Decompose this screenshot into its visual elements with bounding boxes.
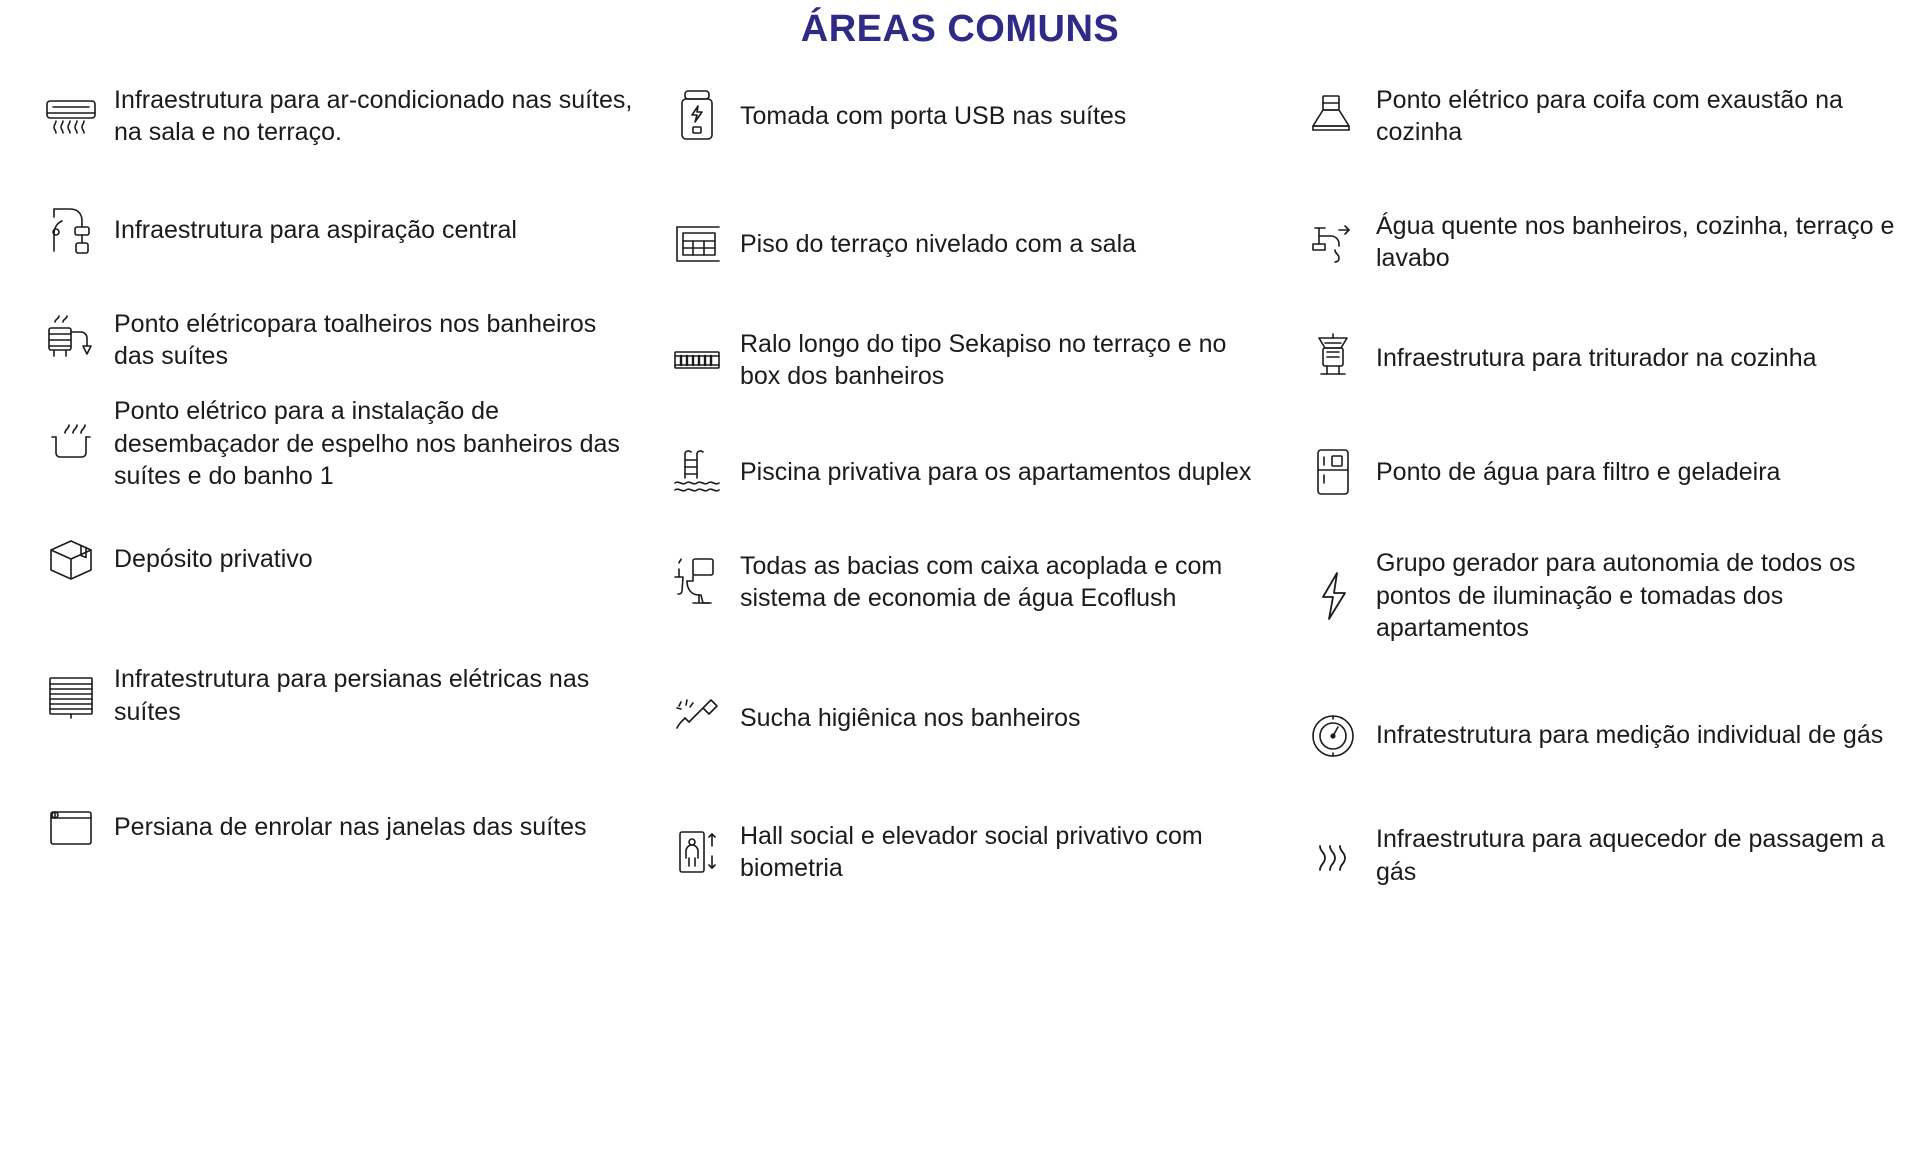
feature-label: Ponto de água para filtro e geladeira: [1376, 457, 1781, 486]
air-conditioner-icon: [34, 79, 108, 153]
feature-label: Ralo longo do tipo Sekapiso no terraço e no box dos banheiros: [740, 329, 1227, 390]
feature-label: Infraestrutura para aquecedor de passagem a gás: [1376, 825, 1885, 886]
feature-label: Hall social e elevador social privativo com biometria: [740, 821, 1203, 882]
linear-drain-icon: [660, 323, 734, 397]
feature-label: Ponto elétrico para a instalação de desembaçador de espelho nos banheiros das suítes e do banho 1: [114, 397, 620, 490]
feature-item: [1296, 435, 1896, 509]
feature-item: [660, 207, 1260, 281]
feature-label: Água quente nos banheiros, cozinha, terraço e lavabo: [1376, 211, 1895, 272]
features-page: [0, 8, 1920, 1158]
gas-meter-icon: [1296, 699, 1370, 773]
page-title: ÁREAS COMUNS: [800, 8, 1120, 50]
feature-item: [34, 523, 634, 597]
feature-item: [660, 79, 1260, 153]
elevator-biometry-icon: [660, 815, 734, 889]
feature-item: [1296, 699, 1896, 773]
feature-label: Depósito privativo: [114, 545, 313, 574]
feature-item: [660, 815, 1260, 889]
feature-item: [34, 303, 634, 377]
feature-label: Ponto elétricopara toalheiros nos banheiros das suítes: [114, 309, 597, 370]
feature-label: Infraestrutura para ar-condicionado nas suítes, na sala e no terraço.: [114, 85, 633, 146]
feature-label: Tomada com porta USB nas suítes: [740, 101, 1127, 130]
toilet-icon: [660, 545, 734, 619]
feature-item: [660, 681, 1260, 755]
food-grinder-icon: [1296, 321, 1370, 395]
feature-item: [1296, 321, 1896, 395]
feature-item: [1296, 205, 1896, 279]
feature-item: [34, 791, 634, 865]
feature-item: [34, 193, 634, 267]
roller-blind-icon: [34, 791, 108, 865]
feature-label: Infraestrutura para triturador na cozinha: [1376, 343, 1817, 372]
hygienic-shower-icon: [660, 681, 734, 755]
feature-item: [1296, 79, 1896, 153]
private-pool-icon: [660, 435, 734, 509]
central-vacuum-icon: [34, 193, 108, 267]
feature-label: Todas as bacias com caixa acoplada e com sistema de economia de água Ecoflush: [740, 551, 1223, 612]
storage-box-icon: [34, 523, 108, 597]
feature-label: Piso do terraço nivelado com a sala: [740, 229, 1137, 258]
feature-item: [34, 79, 634, 153]
feature-item: [1296, 547, 1896, 645]
features-columns: [24, 79, 1896, 919]
column-3: [1276, 79, 1896, 919]
usb-outlet-icon: [660, 79, 734, 153]
column-2: [650, 79, 1260, 915]
feature-label: Infratestrutura para medição individual de gás: [1376, 721, 1884, 750]
feature-label: Infratestrutura para persianas elétricas nas suítes: [114, 665, 590, 726]
feature-item: [1296, 819, 1896, 893]
feature-label: Infraestrutura para aspiração central: [114, 215, 517, 244]
feature-label: Grupo gerador para autonomia de todos os pontos de iluminação e tomadas dos apartamentos: [1376, 549, 1856, 642]
feature-item: [660, 323, 1260, 397]
terrace-floor-icon: [660, 207, 734, 281]
feature-item: [660, 435, 1260, 509]
gas-heater-icon: [1296, 819, 1370, 893]
feature-label: Sucha higiênica nos banheiros: [740, 703, 1081, 732]
feature-label: Persiana de enrolar nas janelas das suítes: [114, 813, 587, 842]
feature-item: [660, 545, 1260, 619]
generator-bolt-icon: [1296, 559, 1370, 633]
feature-item: [34, 395, 634, 493]
feature-item: [34, 659, 634, 733]
hot-water-faucet-icon: [1296, 205, 1370, 279]
feature-label: Ponto elétrico para coifa com exaustão na cozinha: [1376, 85, 1843, 146]
column-1: [24, 79, 634, 875]
feature-label: Piscina privativa para os apartamentos duplex: [740, 457, 1252, 486]
towel-heater-icon: [34, 303, 108, 377]
range-hood-icon: [1296, 79, 1370, 153]
mirror-defogger-icon: [34, 407, 108, 481]
refrigerator-icon: [1296, 435, 1370, 509]
electric-blinds-icon: [34, 659, 108, 733]
